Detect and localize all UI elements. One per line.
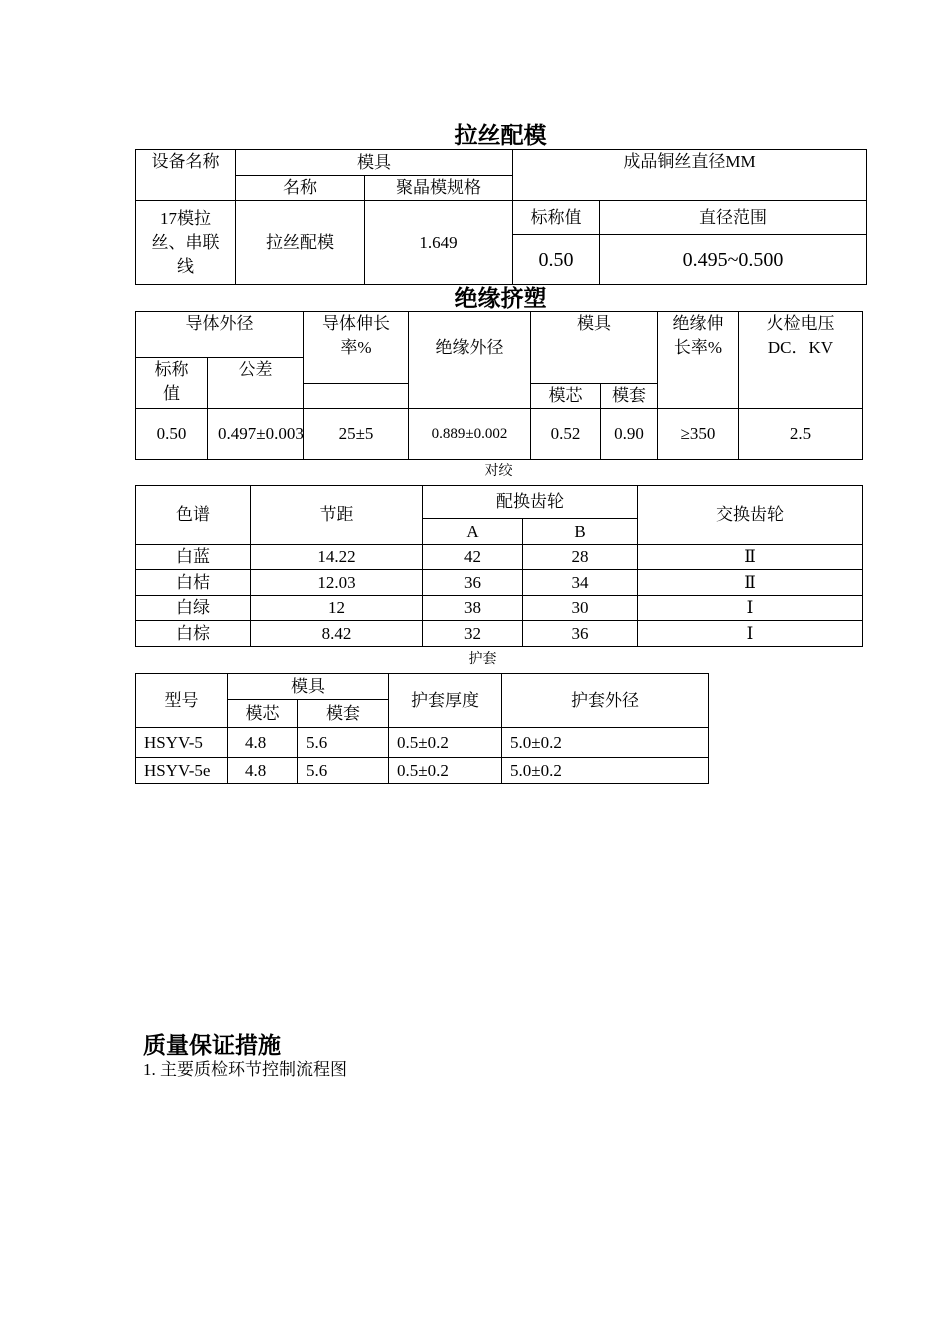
header-die: 模具 <box>531 312 658 384</box>
cell-range: 0.495~0.500 <box>600 235 867 285</box>
cell-core: 4.8 <box>228 758 298 784</box>
cell-model: HSYV-5e <box>136 758 228 784</box>
jacket-caption: 护套 <box>468 652 497 667</box>
header-b: B <box>523 519 638 545</box>
cell-pitch: 8.42 <box>251 621 423 647</box>
header-thickness: 护套厚度 <box>389 674 502 728</box>
header-conductor-od: 导体外径 <box>136 312 304 358</box>
cell-color: 白棕 <box>136 621 251 647</box>
table-row <box>136 728 709 758</box>
cell-color: 白绿 <box>136 596 251 621</box>
cell-sleeve: 0.90 <box>601 409 658 460</box>
table-row <box>136 621 863 647</box>
cell-ins-elongation: ≥350 <box>658 409 739 460</box>
header-die: 模具 <box>236 150 513 176</box>
cell-spark-voltage: 2.5 <box>739 409 863 460</box>
drawing-title: 拉丝配模 <box>454 123 547 148</box>
cell-a: 42 <box>423 545 523 570</box>
cell-elongation: 25±5 <box>304 409 409 460</box>
header-tolerance: 公差 <box>208 358 304 409</box>
cell-sleeve: 5.6 <box>298 728 389 758</box>
table-row <box>136 570 863 596</box>
header-spark-voltage: 火检电压DC．KV <box>739 312 863 409</box>
cell-core: 0.52 <box>531 409 601 460</box>
cell-model: HSYV-5 <box>136 728 228 758</box>
header-color: 色谱 <box>136 486 251 545</box>
header-range: 直径范围 <box>600 201 867 235</box>
cell-od: 5.0±0.2 <box>502 758 709 784</box>
header-sleeve: 模套 <box>298 700 389 728</box>
header-nominal: 标称值 <box>513 201 600 235</box>
header-model: 型号 <box>136 674 228 728</box>
cell-sleeve: 5.6 <box>298 758 389 784</box>
header-core: 模芯 <box>531 384 601 409</box>
cell-nominal: 0.50 <box>136 409 208 460</box>
header-die: 模具 <box>228 674 389 700</box>
cell-a: 36 <box>423 570 523 596</box>
cell-pitch: 12.03 <box>251 570 423 596</box>
cell-a: 38 <box>423 596 523 621</box>
header-pitch: 节距 <box>251 486 423 545</box>
header-diameter: 成品铜丝直径MM <box>513 150 867 201</box>
table-row <box>136 758 709 784</box>
cell-insulation-od: 0.889±0.002 <box>409 409 531 460</box>
header-od: 护套外径 <box>502 674 709 728</box>
cell-pitch: 12 <box>251 596 423 621</box>
header-insulation-od: 绝缘外径 <box>409 312 531 409</box>
header-exchange: 交换齿轮 <box>638 486 863 545</box>
cell-color: 白蓝 <box>136 545 251 570</box>
header-core: 模芯 <box>228 700 298 728</box>
cell-thickness: 0.5±0.2 <box>389 728 502 758</box>
header-equipment: 设备名称 <box>136 150 236 201</box>
cell-b: 34 <box>523 570 638 596</box>
quality-heading: 质量保证措施 <box>143 1033 281 1058</box>
jacket-table <box>135 673 709 784</box>
cell-spec: 1.649 <box>365 201 513 285</box>
cell-name: 拉丝配模 <box>236 201 365 285</box>
insulation-title: 绝缘挤塑 <box>454 286 547 311</box>
cell-exchange: Ⅱ <box>638 545 863 570</box>
cell-tolerance: 0.497±0.003 <box>208 409 304 460</box>
cell-color: 白桔 <box>136 570 251 596</box>
twisting-caption: 对绞 <box>484 464 513 479</box>
cell-od: 5.0±0.2 <box>502 728 709 758</box>
cell-core: 4.8 <box>228 728 298 758</box>
cell-exchange: Ⅰ <box>638 621 863 647</box>
quality-item-1: 1. 主要质检环节控制流程图 <box>143 1060 347 1079</box>
header-nominal: 标称值 <box>136 358 208 409</box>
header-gears: 配换齿轮 <box>423 486 638 519</box>
table-row <box>136 596 863 621</box>
twisting-table <box>135 485 863 647</box>
header-a: A <box>423 519 523 545</box>
cell-exchange: Ⅱ <box>638 570 863 596</box>
cell-b: 30 <box>523 596 638 621</box>
cell-nominal: 0.50 <box>513 235 600 285</box>
header-sleeve: 模套 <box>601 384 658 409</box>
cell-b: 36 <box>523 621 638 647</box>
cell-pitch: 14.22 <box>251 545 423 570</box>
cell-b: 28 <box>523 545 638 570</box>
drawing-die-table <box>135 149 867 285</box>
header-spec: 聚晶模规格 <box>365 176 513 201</box>
cell-a: 32 <box>423 621 523 647</box>
insulation-table <box>135 311 863 460</box>
cell-exchange: Ⅰ <box>638 596 863 621</box>
header-name: 名称 <box>236 176 365 201</box>
header-elongation: 导体伸长率% <box>304 312 409 384</box>
table-row <box>136 545 863 570</box>
header-ins-elongation: 绝缘伸长率% <box>658 312 739 409</box>
cell-thickness: 0.5±0.2 <box>389 758 502 784</box>
cell-equipment: 17模拉丝、串联线 <box>136 201 236 285</box>
